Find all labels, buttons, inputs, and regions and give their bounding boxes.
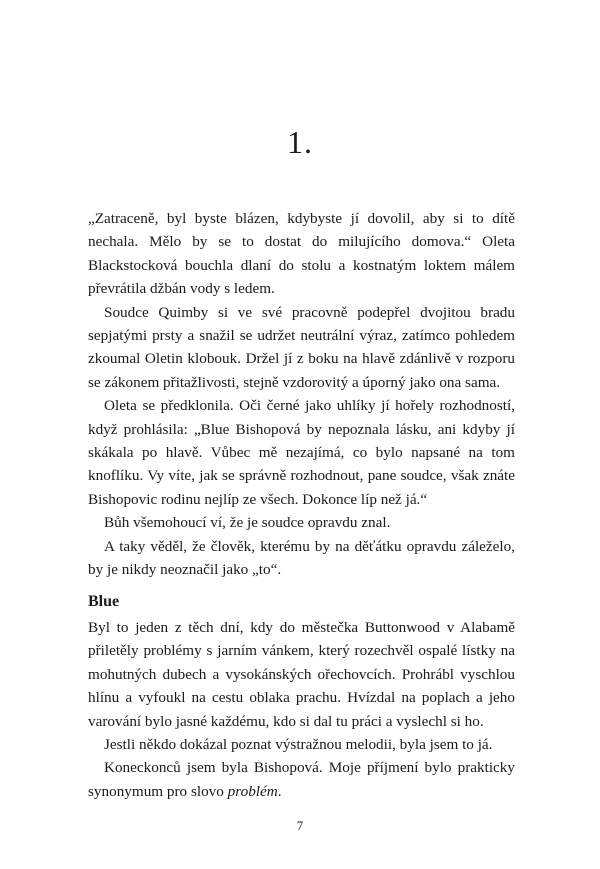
section-heading: Blue (88, 593, 120, 610)
chapter-opening-text (88, 207, 515, 582)
paragraph: Oleta se předklonila. Oči černé jako uhlíky jí hořely rozhodností, když prohlásila: „Blue Bishopová by nepoznala lásku, ani kdyby jí skákala po hlavě. Vůbec mě nezajímá, co bylo napsané na tom knoflíku. Vy víte, jak se správně rozhodnout, pane soudce, však znáte Bishopovic rodinu nejlíp ze všech. Dokonce líp než já.“ (88, 397, 515, 508)
paragraph: Jestli někdo dokázal poznat výstražnou melodii, byla jsem to já. (104, 736, 493, 754)
paragraph: Byl to jeden z těch dní, kdy do městečka Buttonwood v Alabamě přiletěly problémy s jarním vánkem, který rozechvěl ospalé lístky na mohutných dubech a vysokánských ořechovcích. Prohrábl vyschlou hlínu a vyfoukl na cestu oblaka prachu. Hvízdal na poplach a jeho varování bylo jasné každému, kdo si dal tu práci a vyslechl si ho. (88, 619, 515, 730)
section-text (88, 616, 515, 803)
emphasized-word: problém (227, 782, 278, 800)
paragraph: Bůh všemohoucí ví, že je soudce opravdu znal. (104, 514, 391, 532)
paragraph-text: Koneckonců jsem byla Bishopová. Moje příjmení bylo prakticky synonymum pro slovo (88, 759, 515, 800)
chapter-number: 1. (287, 124, 313, 160)
page-number: 7 (296, 818, 304, 833)
paragraph: „Zatraceně, byl byste blázen, kdybyste jí dovolil, aby si to dítě nechala. Mělo by se to dostat do milujícího domova.“ Oleta Blackstocková bouchla dlaní do stolu a kostnatým loktem málem převrátila džbán vody s ledem. (88, 210, 515, 298)
paragraph: A taky věděl, že člověk, kterému by na děťátku opravdu záleželo, by je nikdy neoznačil jako „to“. (88, 537, 515, 579)
paragraph: Soudce Quimby si ve své pracovně podepřel dvojitou bradu sepjatými prsty a snažil se udržet neutrální výraz, zatímco pohledem zkoumal Oletin klobouk. Držel jí z boku na hlavě zdánlivě v rozporu se zákonem přitažlivosti, stejně vzdorovitý a úporný jako ona sama. (88, 303, 515, 391)
paragraph-end-punctuation: . (277, 782, 282, 800)
paragraph-with-emphasis (88, 756, 515, 803)
